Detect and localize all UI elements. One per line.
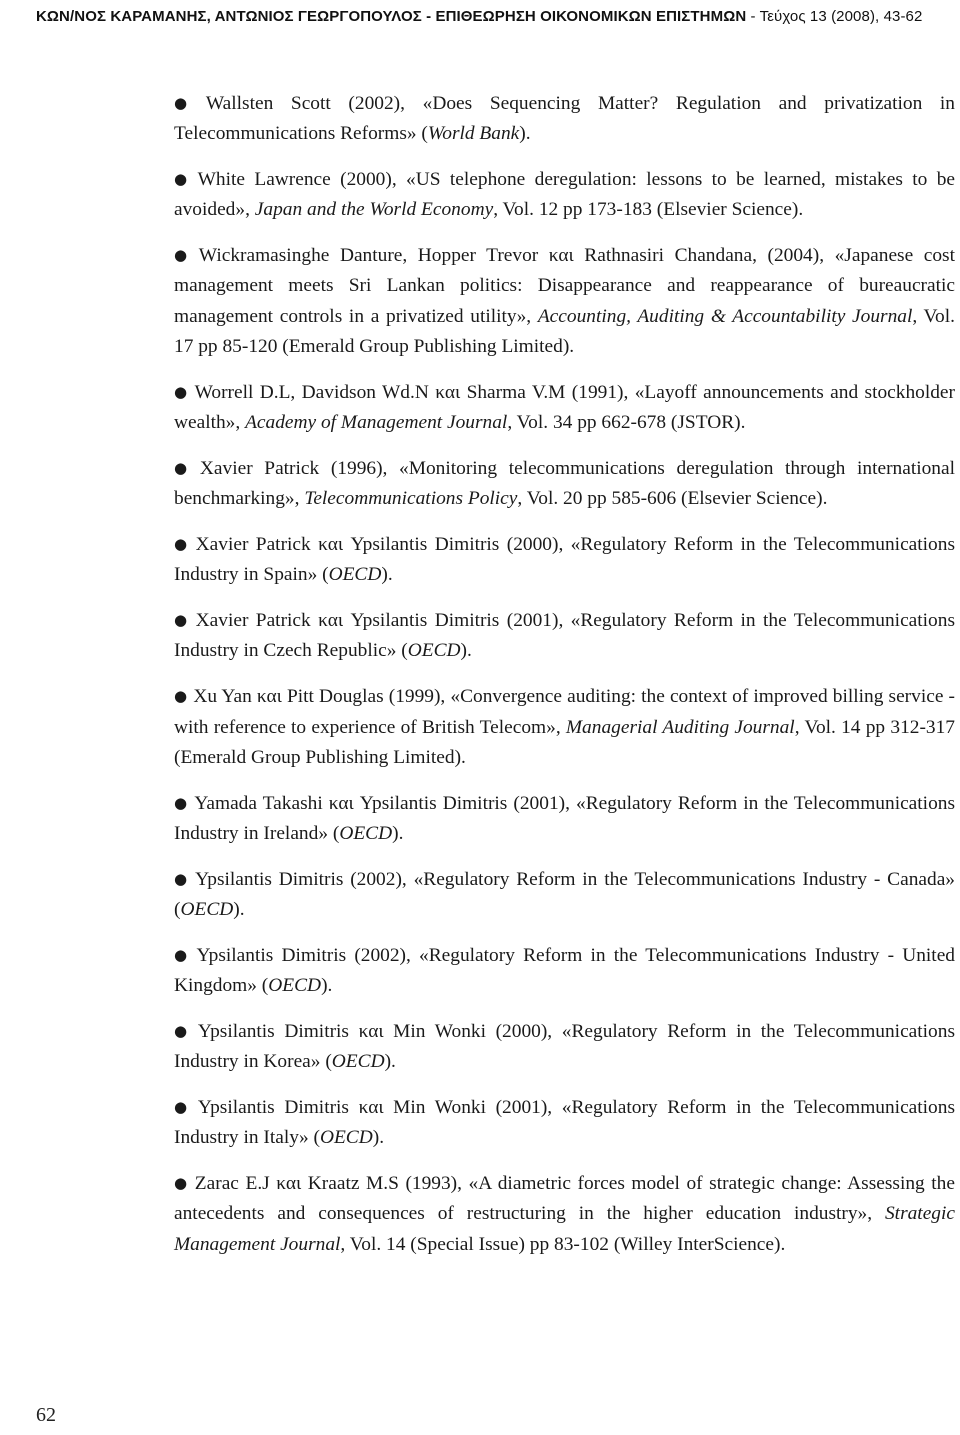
reference-item	[174, 605, 955, 667]
reference-text: Wallsten Scott (2002), «Does Sequencing Matter? Regulation and privatization in Telecommunications Reforms» (	[174, 93, 956, 145]
reference-text: Ypsilantis Dimitris (2002), «Regulatory Reform in the Telecommunications Industry - Canada» (	[174, 868, 955, 921]
bullet-icon: ●	[174, 945, 191, 964]
reference-details: , Vol. 17 pp 85-120 (Emerald Group Publishing Limited).	[174, 305, 955, 358]
reference-item	[174, 940, 955, 1002]
bullet-icon: ●	[174, 1098, 192, 1117]
reference-details: , Vol. 14 (Special Issue) pp 83-102 (Willey InterScience).	[340, 1233, 786, 1255]
reference-details: ).	[372, 1127, 385, 1149]
bullet-icon: ●	[174, 170, 192, 189]
reference-source: OECD	[319, 1127, 373, 1149]
bullet-icon: ●	[174, 94, 200, 112]
reference-details: ).	[233, 899, 245, 921]
reference-item	[174, 1092, 955, 1154]
bullet-icon: ●	[174, 246, 193, 265]
reference-source: Managerial Auditing Journal	[565, 716, 795, 738]
reference-source: Japan and the World Economy	[254, 199, 494, 221]
bullet-icon: ●	[174, 869, 190, 888]
reference-item	[174, 453, 955, 515]
reference-item	[174, 1168, 955, 1260]
running-head-separator: -	[421, 8, 436, 25]
reference-details: ).	[384, 1051, 396, 1073]
bullet-icon: ●	[174, 611, 190, 630]
reference-details: ).	[519, 123, 531, 145]
bullet-icon: ●	[174, 793, 189, 812]
reference-source: Academy of Management Journal	[245, 412, 508, 434]
reference-source: OECD	[407, 640, 461, 662]
reference-text: Xavier Patrick και Ypsilantis Dimitris (2000), «Regulatory Reform in the Telecommunications Industry in Spain» (	[174, 534, 955, 586]
reference-source: OECD	[331, 1051, 385, 1073]
reference-source: OECD	[328, 564, 382, 586]
running-head	[36, 8, 956, 25]
running-head-issue: - Τεύχος 13 (2008), 43-62	[746, 8, 923, 25]
reference-source: Accounting, Auditing & Accountability Journal	[537, 305, 913, 327]
reference-item	[174, 377, 955, 439]
reference-text: Ypsilantis Dimitris (2002), «Regulatory Reform in the Telecommunications Industry - United Kingdom» (	[174, 944, 955, 997]
reference-item	[174, 788, 955, 850]
running-head-journal: ΕΠΙΘΕΩΡΗΣΗ ΟΙΚΟΝΟΜΙΚΩΝ ΕΠΙΣΤΗΜΩΝ	[435, 8, 747, 25]
reference-details: , Vol. 20 pp 585-606 (Elsevier Science).	[517, 488, 828, 510]
reference-text: Xavier Patrick και Ypsilantis Dimitris (2001), «Regulatory Reform in the Telecommunications Industry in Czech Republic» (	[174, 610, 955, 662]
bullet-icon: ●	[174, 382, 189, 401]
reference-text: Worrell D.L, Davidson Wd.N και Sharma V.M (1991), «Layoff announcements and stockholder wealth»,	[174, 381, 955, 434]
reference-details: ).	[392, 822, 404, 844]
bullet-icon: ●	[174, 1021, 192, 1040]
reference-source: OECD	[339, 822, 393, 844]
reference-text: Xavier Patrick (1996), «Monitoring telecommunications deregulation through international benchmarking»,	[174, 457, 955, 510]
bullet-icon: ●	[174, 458, 194, 477]
reference-source: OECD	[180, 899, 234, 921]
reference-item	[174, 88, 955, 150]
reference-details: , Vol. 14 pp 312-317 (Emerald Group Publishing Limited).	[174, 716, 955, 768]
reference-text: White Lawrence (2000), «US telephone deregulation: lessons to be learned, mistakes to be avoided»,	[174, 169, 956, 221]
reference-text: Yamada Takashi και Ypsilantis Dimitris (2001), «Regulatory Reform in the Telecommunications Industry in Ireland» (	[174, 792, 956, 844]
reference-item	[174, 529, 955, 591]
bullet-icon: ●	[174, 535, 190, 554]
reference-text: Ypsilantis Dimitris και Min Wonki (2001), «Regulatory Reform in the Telecommunications Industry in Italy» (	[174, 1097, 955, 1149]
reference-text: Ypsilantis Dimitris και Min Wonki (2000), «Regulatory Reform in the Telecommunications Industry in Korea» (	[174, 1020, 955, 1073]
reference-item	[174, 1016, 955, 1078]
reference-details: , Vol. 34 pp 662-678 (JSTOR).	[507, 412, 746, 434]
reference-source: OECD	[268, 975, 322, 997]
reference-list	[174, 88, 955, 1275]
reference-item	[174, 240, 955, 362]
reference-item	[174, 864, 955, 926]
reference-text: Wickramasinghe Danture, Hopper Trevor και Rathnasiri Chandana, (2004), «Japanese cost management meets Sri Lankan politics: Disappearance and reappearance of bureaucratic management controls in a privatized utility»,	[174, 245, 955, 327]
reference-details: ).	[460, 640, 472, 662]
running-head-authors: ΚΩΝ/ΝΟΣ ΚΑΡΑΜΑΝΗΣ, ΑΝΤΩΝΙΟΣ ΓΕΩΡΓΟΠΟΥΛΟΣ	[36, 8, 422, 25]
reference-text: Xu Yan και Pitt Douglas (1999), «Convergence auditing: the context of improved billing service - with reference to experience of British Telecom»,	[174, 686, 955, 738]
page-number: 62	[36, 1404, 56, 1426]
bullet-icon: ●	[174, 1174, 189, 1193]
reference-details: , Vol. 12 pp 173-183 (Elsevier Science).	[493, 199, 804, 221]
reference-item	[174, 681, 955, 773]
reference-text: Zarac E.J και Kraatz M.S (1993), «A diametric forces model of strategic change: Assessing the antecedents and consequences of restructuring in the higher education industry»,	[174, 1173, 955, 1225]
bullet-icon: ●	[174, 687, 188, 706]
reference-source: World Bank	[427, 123, 520, 145]
reference-details: ).	[381, 564, 393, 586]
reference-source: Strategic Management Journal	[174, 1203, 955, 1255]
reference-source: Telecommunications Policy	[304, 488, 518, 510]
reference-details: ).	[321, 975, 333, 997]
reference-item	[174, 164, 955, 226]
